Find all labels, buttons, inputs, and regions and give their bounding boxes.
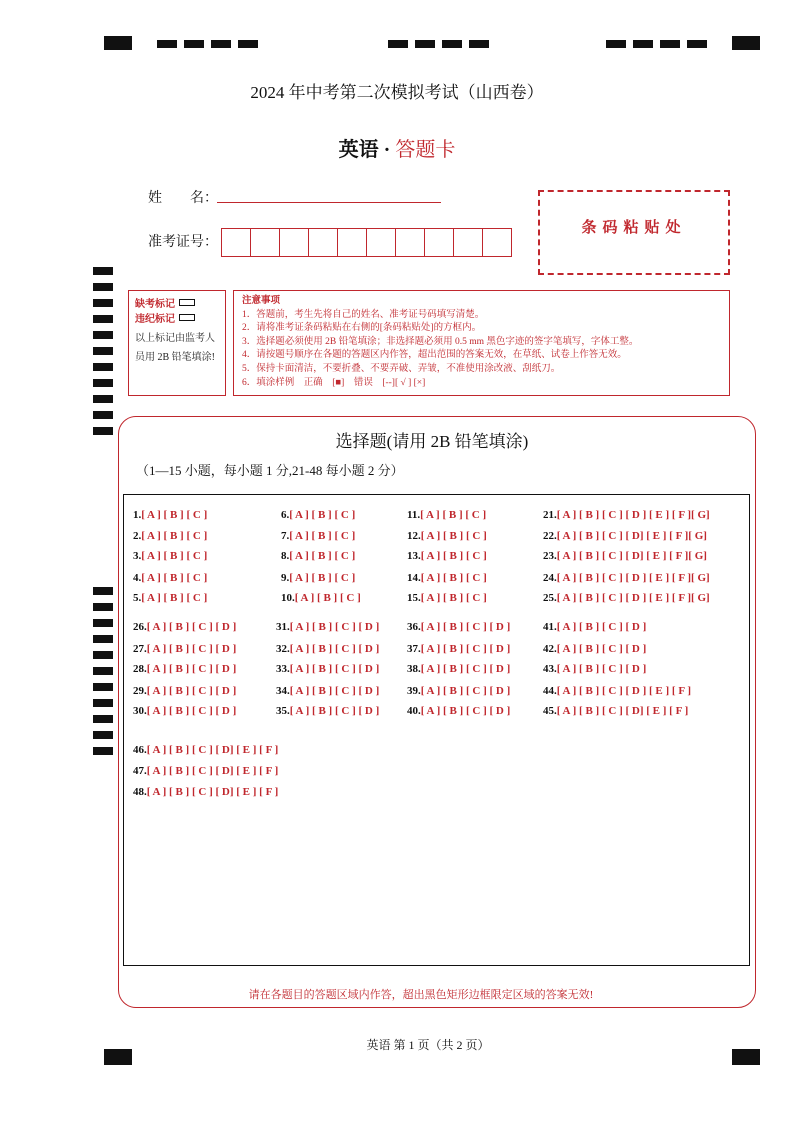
answer-options[interactable]: [ A ] [ B ] [ C ] [ D ] [ E ] [ F ][ G] (556, 509, 710, 521)
answer-options[interactable]: [ A ] [ B ] [ C ] (294, 592, 361, 604)
question-29[interactable] (133, 685, 236, 697)
question-11[interactable] (407, 509, 486, 521)
question-39[interactable] (407, 685, 510, 697)
question-number: 7. (281, 530, 290, 542)
question-37[interactable] (407, 643, 510, 655)
question-38[interactable] (407, 663, 510, 675)
notice-item: 4．请按题号顺序在各题的答题区内作答，超出范围的答案无效，在草纸、试卷上作答无效。 (242, 350, 627, 361)
registration-mark (184, 40, 204, 48)
question-number: 47. (133, 765, 147, 777)
question-number: 30. (133, 705, 147, 717)
answer-options[interactable]: [ A ] [ B ] [ C ] [ D] [ E ] [ F ] (556, 705, 689, 717)
question-15[interactable] (407, 592, 487, 604)
violation-checkbox[interactable] (179, 314, 195, 321)
question-number: 38. (407, 663, 421, 675)
question-22[interactable] (543, 530, 707, 542)
answer-options[interactable]: [ A ] [ B ] [ C ] [ D ] (146, 705, 237, 717)
question-number: 42. (543, 643, 557, 655)
question-31[interactable] (276, 621, 379, 633)
exam-id-digit-box[interactable] (279, 228, 309, 257)
question-7[interactable] (281, 530, 355, 542)
question-48[interactable] (133, 786, 278, 798)
registration-mark (469, 40, 489, 48)
registration-mark (687, 40, 707, 48)
question-number: 29. (133, 685, 147, 697)
question-8[interactable] (281, 550, 355, 562)
answer-options[interactable]: [ A ] [ B ] [ C ] [ D ] (146, 643, 237, 655)
question-6[interactable] (281, 509, 355, 521)
question-30[interactable] (133, 705, 236, 717)
answer-area (123, 494, 750, 966)
question-9[interactable] (281, 572, 355, 584)
question-12[interactable] (407, 530, 487, 542)
exam-id-digit-box[interactable] (424, 228, 454, 257)
question-42[interactable] (543, 643, 646, 655)
question-number: 45. (543, 705, 557, 717)
answer-options[interactable]: [ A ] [ B ] [ C ] [ D] [ E ] [ F ][ G] (556, 530, 707, 542)
question-number: 28. (133, 663, 147, 675)
answer-options[interactable]: [ A ] [ B ] [ C ] [ D ] (556, 643, 647, 655)
notice-item: 5．保持卡面清洁，不要折叠、不要弄破、弄皱，不准使用涂改液、刮纸刀。 (242, 363, 561, 374)
answer-options[interactable]: [ A ] [ B ] [ C ] [ D] [ E ] [ F ] (146, 786, 279, 798)
question-41[interactable] (543, 621, 646, 633)
registration-mark (660, 40, 680, 48)
exam-id-digit-box[interactable] (221, 228, 251, 257)
absent-mark (135, 295, 219, 310)
legend-note: 以上标记由监考人员用 2B 铅笔填涂! (135, 333, 215, 363)
question-number: 23. (543, 550, 557, 562)
answer-options[interactable]: [ A ] [ B ] [ C ] [ D] [ E ] [ F ] (146, 744, 279, 756)
question-36[interactable] (407, 621, 510, 633)
answer-options[interactable]: [ A ] [ B ] [ C ] (141, 509, 208, 521)
answer-options[interactable]: [ A ] [ B ] [ C ] [ D ] (556, 621, 647, 633)
name-field[interactable] (217, 202, 441, 203)
registration-mark (415, 40, 435, 48)
question-number: 41. (543, 621, 557, 633)
question-number: 37. (407, 643, 421, 655)
question-number: 21. (543, 509, 557, 521)
name-label: 姓 名： (148, 191, 218, 206)
registration-mark (442, 40, 462, 48)
question-number: 27. (133, 643, 147, 655)
question-32[interactable] (276, 643, 379, 655)
answer-options[interactable]: [ A ] [ B ] [ C ] [ D ] (146, 685, 237, 697)
question-number: 5. (133, 592, 142, 604)
subject-label: 英语 · (338, 139, 396, 161)
registration-mark (93, 331, 113, 339)
registration-mark (633, 40, 653, 48)
question-33[interactable] (276, 663, 379, 675)
question-13[interactable] (407, 550, 487, 562)
question-number: 14. (407, 572, 421, 584)
registration-mark (93, 347, 113, 355)
answer-options[interactable]: [ A ] [ B ] [ C ] [ D ] (146, 621, 237, 633)
question-43[interactable] (543, 663, 646, 675)
question-number: 1. (133, 509, 142, 521)
registration-mark (93, 635, 113, 643)
question-2[interactable] (133, 530, 207, 542)
question-number: 33. (276, 663, 290, 675)
answer-options[interactable]: [ A ] [ B ] [ C ] [ D ] (289, 685, 380, 697)
answer-options[interactable]: [ A ] [ B ] [ C ] [ D ] [ E ] [ F ][ G] (556, 572, 710, 584)
question-number: 8. (281, 550, 290, 562)
registration-mark (211, 40, 231, 48)
registration-mark (93, 379, 113, 387)
question-number: 35. (276, 705, 290, 717)
mark-legend (128, 290, 226, 396)
question-number: 39. (407, 685, 421, 697)
exam-id-digit-box[interactable] (337, 228, 367, 257)
answer-options[interactable]: [ A ] [ B ] [ C ] (289, 572, 356, 584)
question-14[interactable] (407, 572, 487, 584)
question-number: 36. (407, 621, 421, 633)
answer-options[interactable]: [ A ] [ B ] [ C ] (289, 550, 356, 562)
registration-mark (93, 715, 113, 723)
answer-options[interactable]: [ A ] [ B ] [ C ] (420, 572, 487, 584)
exam-id-digit-box[interactable] (250, 228, 280, 257)
answer-options[interactable]: [ A ] [ B ] [ C ] [ D ] (146, 663, 237, 675)
notice-item: 2．请将准考证条码粘贴在右侧的[条码粘贴处]的方框内。 (242, 323, 482, 334)
notice-item: 6．填涂样例 正确 [■] 错误 [--][ √ ] [×] (242, 377, 426, 388)
registration-mark (93, 747, 113, 755)
question-40[interactable] (407, 705, 510, 717)
question-25[interactable] (543, 592, 710, 604)
section-footer-note: 请在各题目的答题区域内作答，超出黑色矩形边框限定区域的答案无效! (248, 989, 594, 1001)
question-number: 6. (281, 509, 290, 521)
question-number: 4. (133, 572, 142, 584)
question-number: 43. (543, 663, 557, 675)
question-27[interactable] (133, 643, 236, 655)
registration-mark (93, 267, 113, 275)
card-title (0, 133, 794, 162)
answer-options[interactable]: [ A ] [ B ] [ C ] [ D ] (289, 705, 380, 717)
exam-id-boxes (222, 228, 512, 257)
section-subtitle: （1—15 小题，每小题 1 分,21-48 每小题 2 分） (136, 463, 404, 478)
page-number: 英语 第 1 页（共 2 页） (366, 1038, 490, 1052)
notice-heading: 注意事项 (242, 296, 281, 306)
violation-label: 违纪标记 (135, 314, 175, 325)
question-number: 46. (133, 744, 147, 756)
answer-options[interactable]: [ A ] [ B ] [ C ] [ D ] [ E ] [ F ][ G] (556, 592, 710, 604)
registration-mark (93, 363, 113, 371)
question-5[interactable] (133, 592, 207, 604)
exam-id-digit-box[interactable] (482, 228, 512, 257)
registration-mark (157, 40, 177, 48)
answer-options[interactable]: [ A ] [ B ] [ C ] (141, 592, 208, 604)
answer-options[interactable]: [ A ] [ B ] [ C ] (141, 572, 208, 584)
question-3[interactable] (133, 550, 207, 562)
question-45[interactable] (543, 705, 688, 717)
answer-options[interactable]: [ A ] [ B ] [ C ] [ D] [ E ] [ F ] (146, 765, 279, 777)
question-number: 44. (543, 685, 557, 697)
question-number: 12. (407, 530, 421, 542)
notice-item: 1．答题前，考生先将自己的姓名、准考证号码填写清楚。 (242, 309, 485, 320)
question-number: 48. (133, 786, 147, 798)
answer-options[interactable]: [ A ] [ B ] [ C ] (141, 550, 208, 562)
answer-options[interactable]: [ A ] [ B ] [ C ] (420, 550, 487, 562)
question-number: 24. (543, 572, 557, 584)
barcode-area: 条码粘贴处 (538, 190, 730, 275)
answer-options[interactable]: [ A ] [ B ] [ C ] [ D ] [ E ] [ F ] (556, 685, 692, 697)
answer-options[interactable]: [ A ] [ B ] [ C ] (420, 509, 487, 521)
registration-mark (93, 315, 113, 323)
question-21[interactable] (543, 509, 710, 521)
question-number: 11. (407, 509, 421, 521)
notice-item: 3．选择题必须使用 2B 铅笔填涂；非选择题必须用 0.5 mm 黑色字迹的签字笔填写，字体工整。 (242, 336, 639, 347)
question-35[interactable] (276, 705, 379, 717)
answer-options[interactable]: [ A ] [ B ] [ C ] (289, 509, 356, 521)
answer-options[interactable]: [ A ] [ B ] [ C ] [ D ] (420, 663, 511, 675)
registration-mark (606, 40, 626, 48)
question-number: 3. (133, 550, 142, 562)
registration-mark (93, 651, 113, 659)
question-number: 22. (543, 530, 557, 542)
answer-options[interactable]: [ A ] [ B ] [ C ] (420, 592, 487, 604)
exam-id-digit-box[interactable] (308, 228, 338, 257)
question-number: 40. (407, 705, 421, 717)
registration-mark (93, 667, 113, 675)
registration-mark (238, 40, 258, 48)
registration-mark (93, 619, 113, 627)
exam-title: 2024 年中考第二次模拟考试（山西卷） (250, 83, 544, 102)
question-number: 34. (276, 685, 290, 697)
question-number: 13. (407, 550, 421, 562)
registration-mark (93, 587, 113, 595)
registration-mark (93, 283, 113, 291)
question-10[interactable] (281, 592, 361, 604)
question-23[interactable] (543, 550, 707, 562)
registration-mark (732, 36, 760, 50)
question-number: 2. (133, 530, 142, 542)
answer-options[interactable]: [ A ] [ B ] [ C ] [ D ] (420, 685, 511, 697)
exam-id-digit-box[interactable] (395, 228, 425, 257)
registration-mark (93, 411, 113, 419)
answer-options[interactable]: [ A ] [ B ] [ C ] (141, 530, 208, 542)
registration-mark (93, 683, 113, 691)
question-number: 10. (281, 592, 295, 604)
question-47[interactable] (133, 765, 278, 777)
registration-mark (93, 395, 113, 403)
answer-options[interactable]: [ A ] [ B ] [ C ] [ D] [ E ] [ F ][ G] (556, 550, 707, 562)
question-34[interactable] (276, 685, 379, 697)
notice-box (233, 290, 730, 396)
answer-options[interactable]: [ A ] [ B ] [ C ] (289, 530, 356, 542)
section-title: 选择题(请用 2B 铅笔填涂) (335, 432, 529, 451)
absent-label: 缺考标记 (135, 299, 175, 310)
registration-mark (93, 299, 113, 307)
question-1[interactable] (133, 509, 207, 521)
answer-options[interactable]: [ A ] [ B ] [ C ] (420, 530, 487, 542)
exam-id-digit-box[interactable] (366, 228, 396, 257)
question-28[interactable] (133, 663, 236, 675)
answer-options[interactable]: [ A ] [ B ] [ C ] [ D ] (289, 643, 380, 655)
question-number: 31. (276, 621, 290, 633)
answer-options[interactable]: [ A ] [ B ] [ C ] [ D ] (420, 705, 511, 717)
question-number: 9. (281, 572, 290, 584)
question-number: 25. (543, 592, 557, 604)
exam-id-digit-box[interactable] (453, 228, 483, 257)
answer-options[interactable]: [ A ] [ B ] [ C ] [ D ] (420, 643, 511, 655)
registration-mark (388, 40, 408, 48)
question-number: 26. (133, 621, 147, 633)
question-26[interactable] (133, 621, 236, 633)
question-number: 32. (276, 643, 290, 655)
answer-card-label: 答题卡 (395, 139, 456, 161)
question-number: 15. (407, 592, 421, 604)
registration-mark (93, 699, 113, 707)
question-4[interactable] (133, 572, 207, 584)
exam-id-label: 准考证号： (148, 235, 218, 250)
answer-options[interactable]: [ A ] [ B ] [ C ] [ D ] (289, 663, 380, 675)
violation-mark (135, 310, 219, 325)
registration-mark (93, 731, 113, 739)
question-44[interactable] (543, 685, 691, 697)
answer-options[interactable]: [ A ] [ B ] [ C ] [ D ] (289, 621, 380, 633)
answer-options[interactable]: [ A ] [ B ] [ C ] [ D ] (556, 663, 647, 675)
registration-mark (93, 603, 113, 611)
question-46[interactable] (133, 744, 278, 756)
absent-checkbox[interactable] (179, 299, 195, 306)
answer-options[interactable]: [ A ] [ B ] [ C ] [ D ] (420, 621, 511, 633)
question-24[interactable] (543, 572, 710, 584)
registration-mark (104, 36, 132, 50)
